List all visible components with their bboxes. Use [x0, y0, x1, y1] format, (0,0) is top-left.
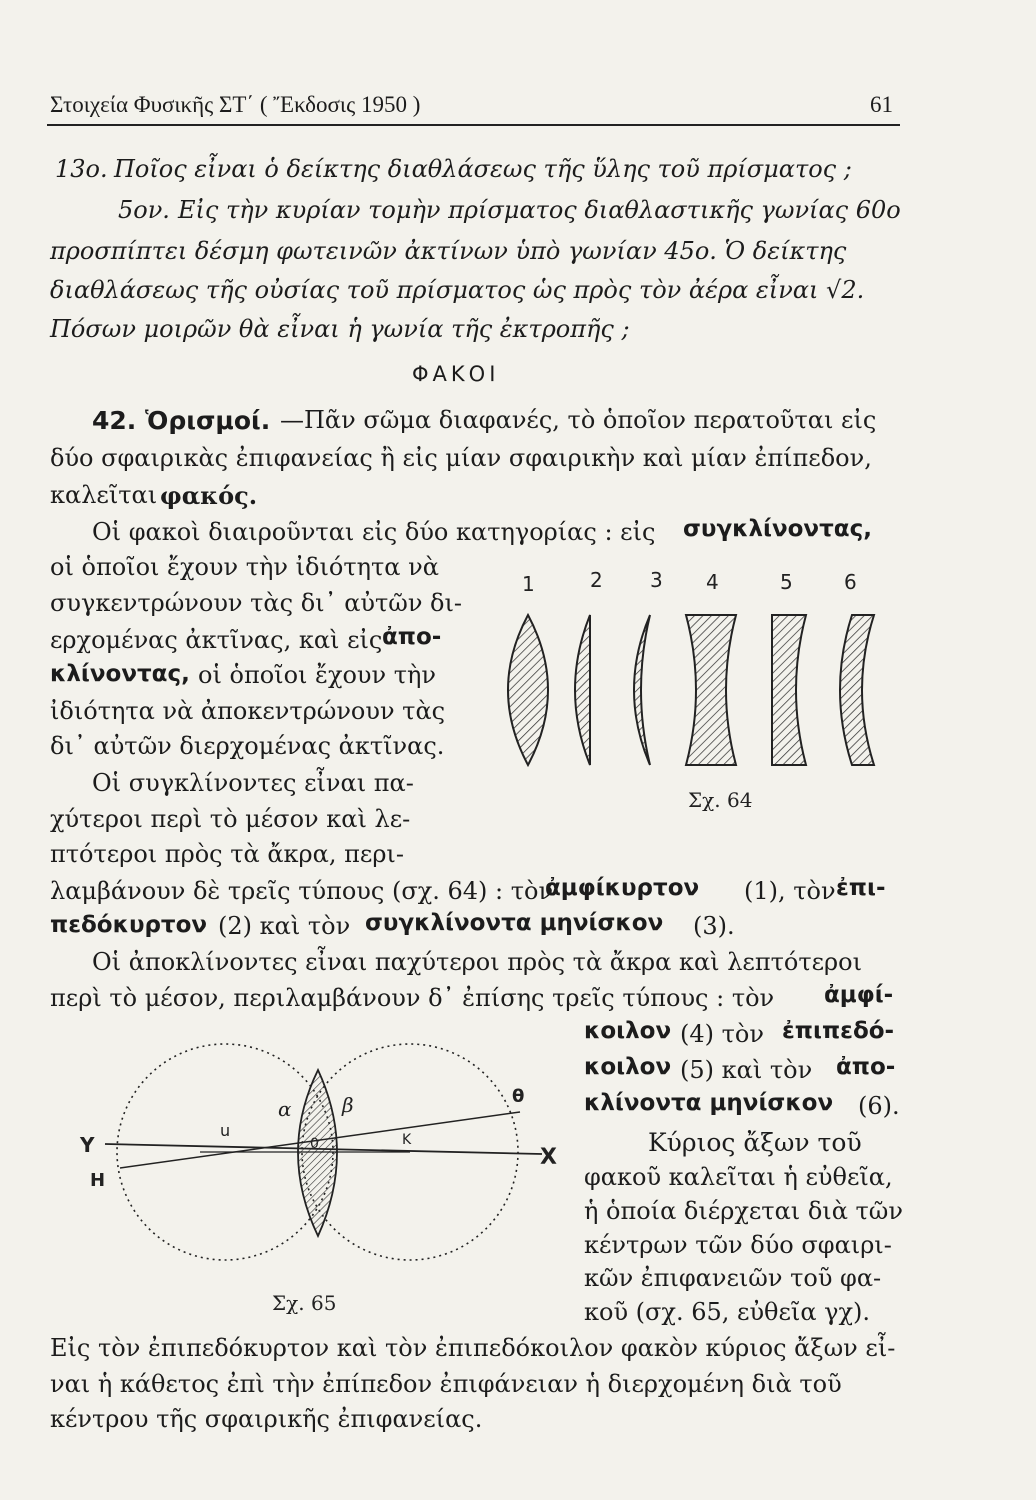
paragraph3-line: (6).	[858, 1092, 900, 1120]
paragraph3-line: (5) καὶ τὸν	[680, 1056, 813, 1084]
lens-section	[298, 1070, 337, 1236]
paragraph1-line: ἰδιότητα νὰ ἀποκεντρώνουν τὰς	[50, 697, 446, 725]
lens-converging-meniscus	[634, 615, 650, 765]
paragraph4-line: Κύριος ἄξων τοῦ	[648, 1128, 862, 1157]
exercise-question: Ποῖος εἶναι ὁ δείκτης διαθλάσεως τῆς ὕλης τοῦ πρίσματος ;	[114, 155, 852, 183]
paragraph4-line: κοῦ (σχ. 65, εὐθεῖα γχ).	[584, 1298, 871, 1326]
figure-65-caption: Σχ. 65	[272, 1291, 337, 1315]
paragraph5-line: κέντρου τῆς σφαιρικῆς ἐπιφανείας.	[50, 1405, 483, 1433]
lens-biconvex	[508, 615, 548, 765]
definition-line: δύο σφαιρικὰς ἐπιφανείας ἢ εἰς μίαν σφαιρικὴν καὶ μίαν ἐπίπεδον,	[50, 444, 872, 472]
paragraph5-line: ναι ἡ κάθετος ἐπὶ τὴν ἐπίπεδον ἐπιφάνειαν ἡ διερχομένη διὰ τοῦ	[50, 1370, 842, 1398]
exercise-line: Εἰς τὴν κυρίαν τομὴν πρίσματος διαθλαστικῆς γωνίας 60ο	[178, 196, 901, 224]
definition-line: καλεῖται	[50, 481, 158, 509]
paragraph1-lead: Οἱ φακοὶ διαιροῦνται εἰς δύο κατηγορίας : εἰς	[92, 518, 656, 546]
exercise-line: προσπίπτει δέσμη φωτεινῶν ἀκτίνων ὑπὸ γωνίαν 45ο. Ὁ δείκτης	[50, 237, 847, 265]
paragraph4-line: κῶν ἐπιφανειῶν τοῦ φα-	[584, 1264, 882, 1292]
label-eta: Η	[90, 1170, 106, 1191]
paragraph3-line: Οἱ ἀποκλίνοντες εἶναι παχύτεροι πρὸς τὰ ἄκρα καὶ λεπτότεροι	[92, 948, 863, 976]
paragraph1-line: οἱ ὁποῖοι ἔχουν τὴν ἰδιότητα νὰ	[50, 553, 439, 581]
term-biconvex: ἀμφίκυρτον	[545, 875, 700, 901]
definition-term: φακός.	[160, 481, 258, 510]
paragraph2-line: (3).	[693, 912, 735, 940]
paragraph1-line: συγκεντρώνουν τὰς δι᾿ αὐτῶν δι-	[50, 589, 463, 617]
paragraph1-line: ερχομένας ἀκτῖνας, καὶ εἰς	[50, 626, 383, 654]
term-planoconcave-part2: κοιλον	[584, 1054, 672, 1080]
paragraph4-line: φακοῦ καλεῖται ἡ εὐθεῖα,	[584, 1163, 893, 1191]
term-diverging-part1: ἀπο-	[382, 624, 442, 650]
term-biconcave-part2: κοιλον	[584, 1018, 672, 1044]
exercise-line: Πόσων μοιρῶν θὰ εἶναι ἡ γωνία τῆς ἐκτροπῆς ;	[50, 315, 630, 343]
label-o: 0	[310, 1136, 319, 1152]
definition-line: —Πᾶν σῶμα διαφανές, τὸ ὁποῖον περατοῦται εἰς	[280, 406, 877, 434]
definition-number: 42.	[92, 406, 137, 435]
lens-biconcave	[686, 615, 736, 765]
paragraph1-line: οἱ ὁποῖοι ἔχουν τὴν	[198, 661, 436, 689]
term-diverging-part2: κλίνοντας,	[50, 661, 190, 687]
label-beta: β	[342, 1093, 354, 1117]
label-gamma: Υ	[80, 1133, 95, 1157]
paragraph2-line: λαμβάνουν δὲ τρεῖς τύπους (σχ. 64) : τὸν	[50, 877, 554, 905]
label-theta: θ	[512, 1086, 525, 1107]
term-diverging-meniscus-part1: ἀπο-	[836, 1054, 896, 1080]
page-number: 61	[870, 92, 893, 117]
paragraph2-line: (1), τὸν	[744, 877, 836, 905]
figure-64	[490, 565, 910, 825]
paragraph2-line: Οἱ συγκλίνοντες εἶναι πα-	[92, 769, 414, 797]
lens-number: 1	[522, 572, 535, 596]
lens-number: 2	[590, 568, 603, 592]
term-biconcave-part1: ἀμφί-	[824, 982, 894, 1008]
paragraph4-line: ἡ ὁποία διέρχεται διὰ τῶν	[584, 1197, 903, 1225]
paragraph2-line: (2) καὶ τὸν	[218, 912, 351, 940]
paragraph4-line: κέντρων τῶν δύο σφαιρι-	[584, 1231, 892, 1259]
paragraph2-line: χύτεροι περὶ τὸ μέσον καὶ λε-	[50, 805, 411, 833]
lens-diverging-meniscus	[840, 615, 874, 765]
paragraph3-line: (4) τὸν	[680, 1020, 764, 1048]
term-planoconvex-part1: ἐπι-	[836, 875, 886, 901]
label-u: u	[220, 1121, 231, 1140]
term-diverging-meniscus-part2: κλίνοντα μηνίσκον	[584, 1090, 834, 1116]
figure-64-caption: Σχ. 64	[688, 788, 753, 812]
paragraph1-line: δι᾿ αὐτῶν διερχομένας ἀκτῖνας.	[50, 732, 445, 760]
paragraph2-line: πτότεροι πρὸς τὰ ἄκρα, περι-	[50, 840, 404, 868]
term-planoconcave-part1: ἐπιπεδό-	[782, 1018, 895, 1044]
exercise-number: 13ο.	[55, 155, 108, 183]
definition-heading: Ὁρισμοί.	[145, 406, 271, 435]
exercise-line: διαθλάσεως τῆς οὐσίας τοῦ πρίσματος ὡς πρὸς τὸν ἀέρα εἶναι √2.	[50, 276, 865, 304]
lens-planoconvex	[575, 615, 590, 765]
exercise-item-label: 5ον.	[118, 196, 170, 224]
term-converging-meniscus: συγκλίνοντα μηνίσκον	[365, 910, 664, 936]
lens-planoconcave	[772, 615, 806, 765]
running-title: Στοιχεία Φυσικῆς ΣΤ΄ ( Ἔκδοσις 1950 )	[50, 92, 421, 117]
term-planoconvex-part2: πεδόκυρτον	[50, 912, 208, 938]
lens-number: 5	[780, 570, 793, 594]
label-chi: Χ	[540, 1145, 557, 1170]
lens-number: 6	[844, 570, 857, 594]
paragraph5-line: Εἰς τὸν ἐπιπεδόκυρτον καὶ τὸν ἐπιπεδόκοιλον φακὸν κύριος ἄξων εἶ-	[50, 1334, 896, 1362]
term-converging: συγκλίνοντας,	[683, 516, 872, 542]
lens-number: 4	[706, 570, 719, 594]
figure-65	[80, 1040, 580, 1320]
section-title: ΦΑΚΟΙ	[412, 362, 500, 386]
lens-number: 3	[650, 568, 663, 592]
header-rule	[47, 124, 900, 126]
paragraph3-line: περὶ τὸ μέσον, περιλαμβάνουν δ᾿ ἐπίσης τρεῖς τύπους : τὸν	[50, 984, 775, 1012]
label-kappa: Κ	[402, 1132, 412, 1148]
label-alpha: α	[278, 1097, 292, 1121]
